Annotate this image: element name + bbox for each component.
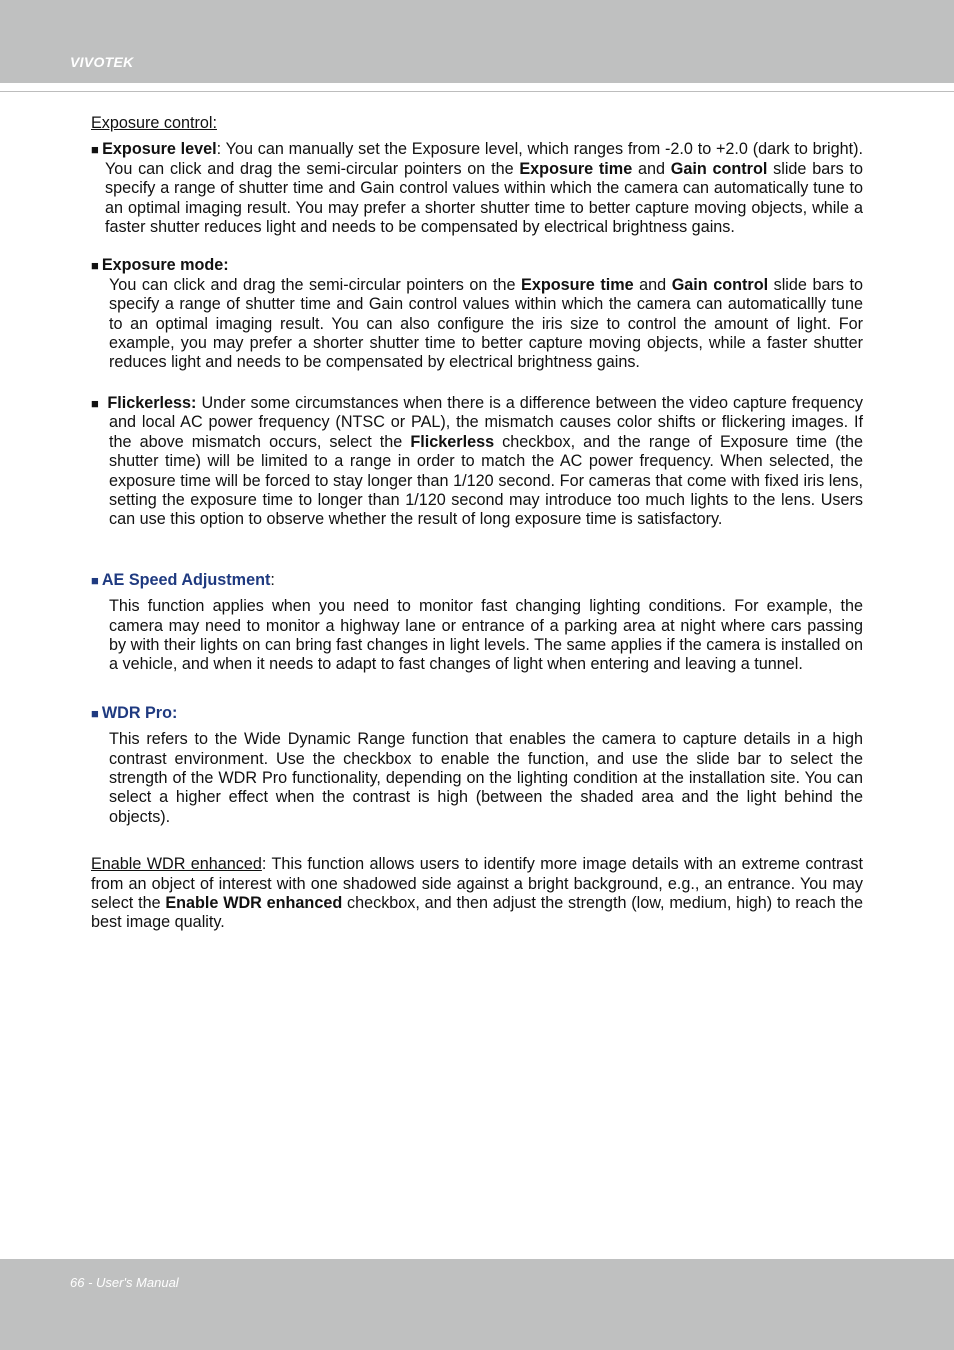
wdr-enhanced-paragraph: Enable WDR enhanced: This function allows users to identify more image details with an extreme contrast from an object of interest with one shadowed side against a bright background, e.g., an entrance. You may select the Enable WDR enhanced checkbox, and then adjust the strength (low, medium, high) to reach the best image quality. <box>91 855 864 932</box>
flickerless-paragraph: ■ Flickerless: Under some circumstances when there is a difference between the video capture frequency and local AC power frequency (NTSC or PAL), the mismatch causes color shifts or flickering images. If the above mismatch occurs, select the Flickerless checkbox, and the range of Exposure time (the shutter time) will be limited to a range in order to match the AC power frequency. When selected, the exposure time will be forced to stay longer than 1/120 second. For cameras that come with fixed iris lens, setting the exposure time to longer than 1/120 second may introduce too much lights to the lens. Users can use this option to observe whether the result of long exposure time is satisfactory. <box>91 393 864 529</box>
bullet-icon: ■ <box>91 142 100 158</box>
brand-logo-text: VIVOTEK <box>70 54 134 70</box>
exposure-level-paragraph: ■ Exposure level: You can manually set the Exposure level, which ranges from -2.0 to +2.0 (dark to bright). You can click and drag the semi-circular pointers on the Exposure time and Gain control slide bars to specify a range of shutter time and Gain control values within which the camera can automatically tune to an optimal imaging result. You may prefer a shorter shutter time to better capture moving objects, while a faster shutter reduces light and needs to be compensated by electrical brightness gains. <box>91 140 863 237</box>
bullet-icon: ■ <box>91 258 99 274</box>
bullet-icon: ■ <box>91 572 99 588</box>
page-footer <box>0 1259 954 1350</box>
exposure-control-heading: Exposure control: <box>91 114 217 132</box>
ae-speed-heading: ■ AE Speed Adjustment: <box>91 570 275 589</box>
wdr-pro-heading: ■ WDR Pro: <box>91 703 178 722</box>
page-header <box>0 0 954 83</box>
bullet-icon: ■ <box>91 705 99 721</box>
exposure-mode-paragraph: You can click and drag the semi-circular pointers on the Exposure time and Gain control slide bars to specify a range of shutter time and Gain control values within which the camera can automaticallly tune to an optimal imaging result. You can also configure the iris size to control the amount of light. For example, you may prefer a shorter shutter time to better capture moving objects, while a faster shutter reduces light and needs to be compensated by electrical brightness gains. <box>109 275 863 372</box>
exposure-mode-heading: ■ Exposure mode: <box>91 256 229 275</box>
wdr-pro-paragraph: This refers to the Wide Dynamic Range function that enables the camera to capture details in a high contrast environment. Use the checkbox to enable the function, and use the slide bar to select the strength of the WDR Pro functionality, depending on the lighting condition at the installation site. You can select a higher effect when the contrast is high (between the shaded area and the light behind the objects). <box>109 730 863 826</box>
header-divider <box>0 91 954 92</box>
bullet-icon: ■ <box>91 395 100 411</box>
ae-speed-paragraph: This function applies when you need to monitor fast changing lighting conditions. For example, the camera may need to monitor a highway lane or entrance of a parking area at night where cars passing by with their lights on can bring fast changes in light levels. The same applies if the camera is installed on a vehicle, and when it needs to adapt to fast changes of light when entering and leaving a tunnel. <box>109 597 863 674</box>
page-number: 66 - User's Manual <box>70 1275 179 1290</box>
document-body <box>91 114 863 933</box>
